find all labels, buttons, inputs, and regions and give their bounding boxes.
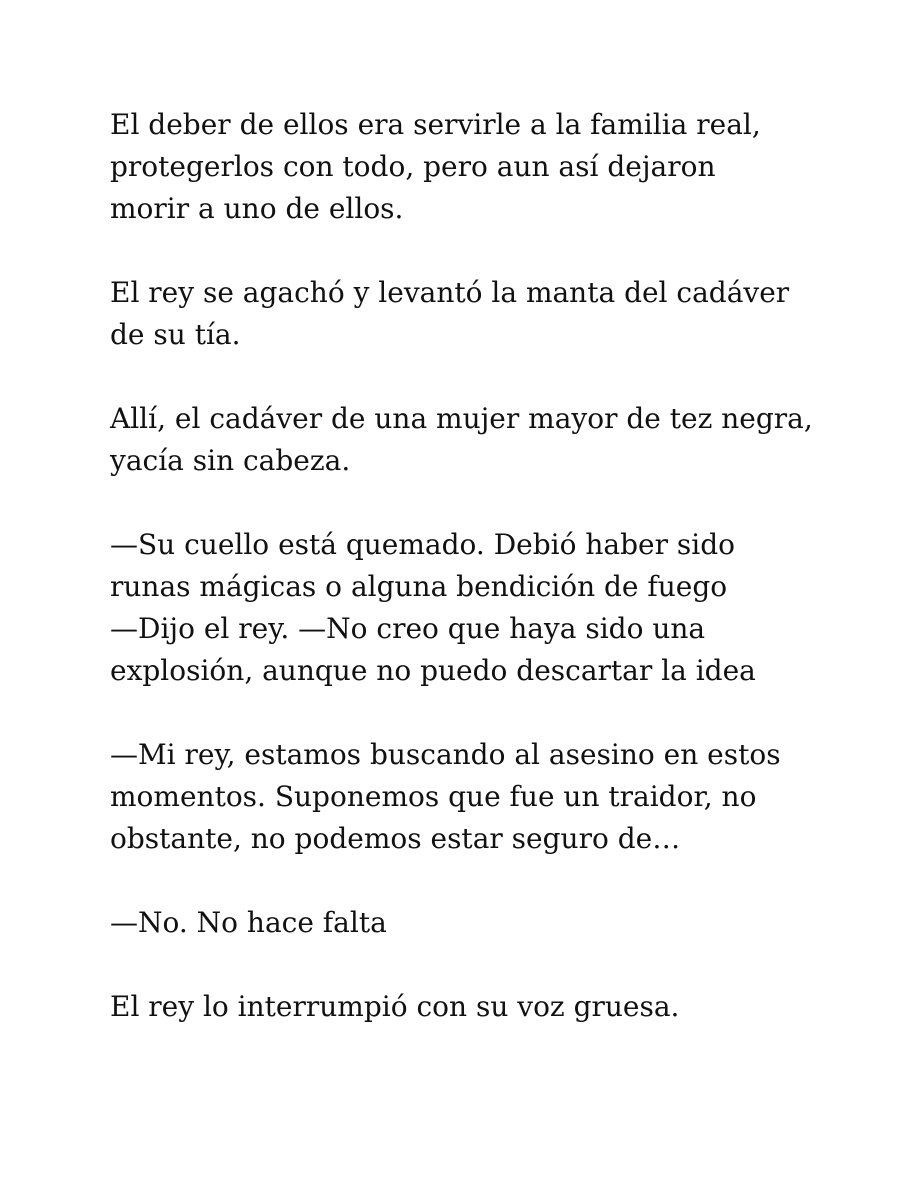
paragraph-1 — [110, 104, 830, 230]
text-line: —Dijo el rey. —No creo que haya sido una — [110, 612, 706, 645]
text-line: —Mi rey, estamos buscando al asesino en estos — [110, 738, 781, 771]
text-line: Allí, el cadáver de una mujer mayor de tez negra, — [110, 402, 813, 435]
paragraph-7 — [110, 986, 830, 1028]
text-line: momentos. Suponemos que fue un traidor, no — [110, 780, 757, 813]
text-line: —Su cuello está quemado. Debió haber sido — [110, 528, 735, 561]
text-line: yacía sin cabeza. — [110, 444, 351, 477]
paragraph-3 — [110, 398, 830, 482]
text-line: explosión, aunque no puedo descartar la idea — [110, 654, 756, 687]
text-line: —No. No hace falta — [110, 906, 387, 939]
paragraph-5 — [110, 734, 830, 860]
text-line: runas mágicas o alguna bendición de fuego — [110, 570, 728, 603]
paragraph-2 — [110, 272, 830, 356]
text-line: de su tía. — [110, 318, 241, 351]
text-line: protegerlos con todo, pero aun así dejaron — [110, 150, 716, 183]
text-line: morir a uno de ellos. — [110, 192, 404, 225]
text-line: El rey lo interrumpió con su voz gruesa. — [110, 990, 680, 1023]
paragraph-6 — [110, 902, 830, 944]
text-line: obstante, no podemos estar seguro de… — [110, 822, 681, 855]
text-line: El rey se agachó y levantó la manta del cadáver — [110, 276, 790, 309]
story-text — [110, 104, 830, 1070]
paragraph-4 — [110, 524, 830, 692]
text-line: El deber de ellos era servirle a la familia real, — [110, 108, 761, 141]
